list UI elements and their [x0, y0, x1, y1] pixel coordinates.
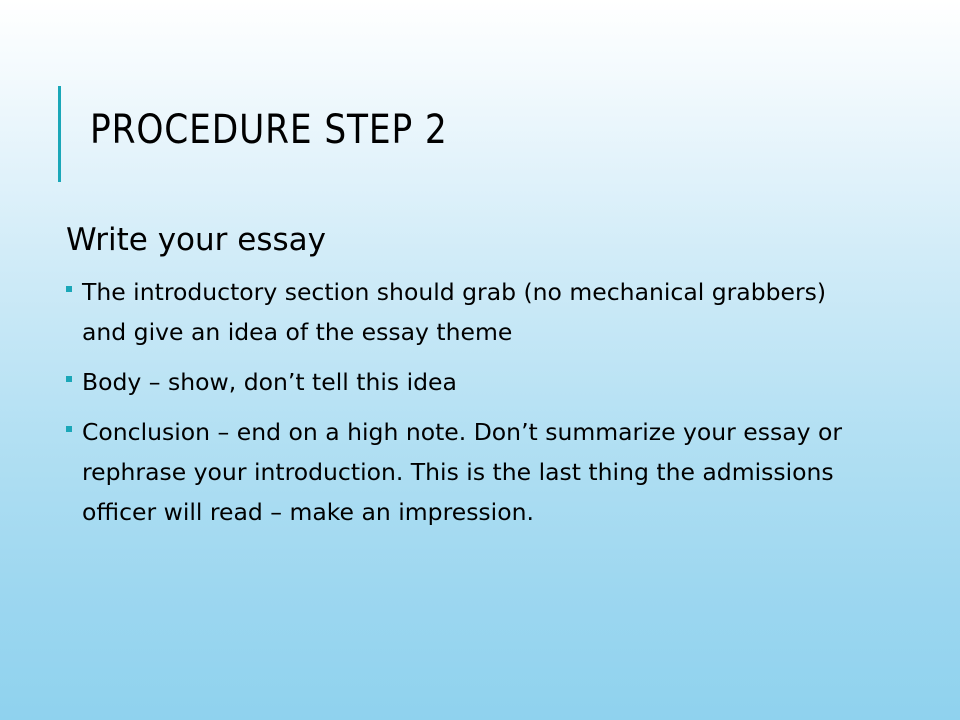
- title-accent-bar: [58, 86, 61, 182]
- bullet-text: Body – show, don’t tell this idea: [82, 368, 457, 396]
- bullet-text: The introductory section should grab (no mechanical grabbers) and give an idea of the essay theme: [82, 278, 827, 346]
- bullet-item-conclusion: [66, 412, 856, 532]
- square-bullet-icon: [66, 426, 72, 432]
- subheading: Write your essay: [66, 222, 326, 258]
- square-bullet-icon: [66, 376, 72, 382]
- slide-title: PROCEDURE STEP 2: [90, 107, 448, 153]
- square-bullet-icon: [66, 286, 72, 292]
- bullet-text: Conclusion – end on a high note. Don’t summarize your essay or rephrase your introduction. This is the last thing the admissions officer will read – make an impression.: [82, 418, 843, 526]
- bullet-list: [66, 272, 856, 532]
- bullet-item-intro: [66, 272, 856, 352]
- bullet-item-body: [66, 362, 856, 402]
- slide-content: [66, 216, 856, 542]
